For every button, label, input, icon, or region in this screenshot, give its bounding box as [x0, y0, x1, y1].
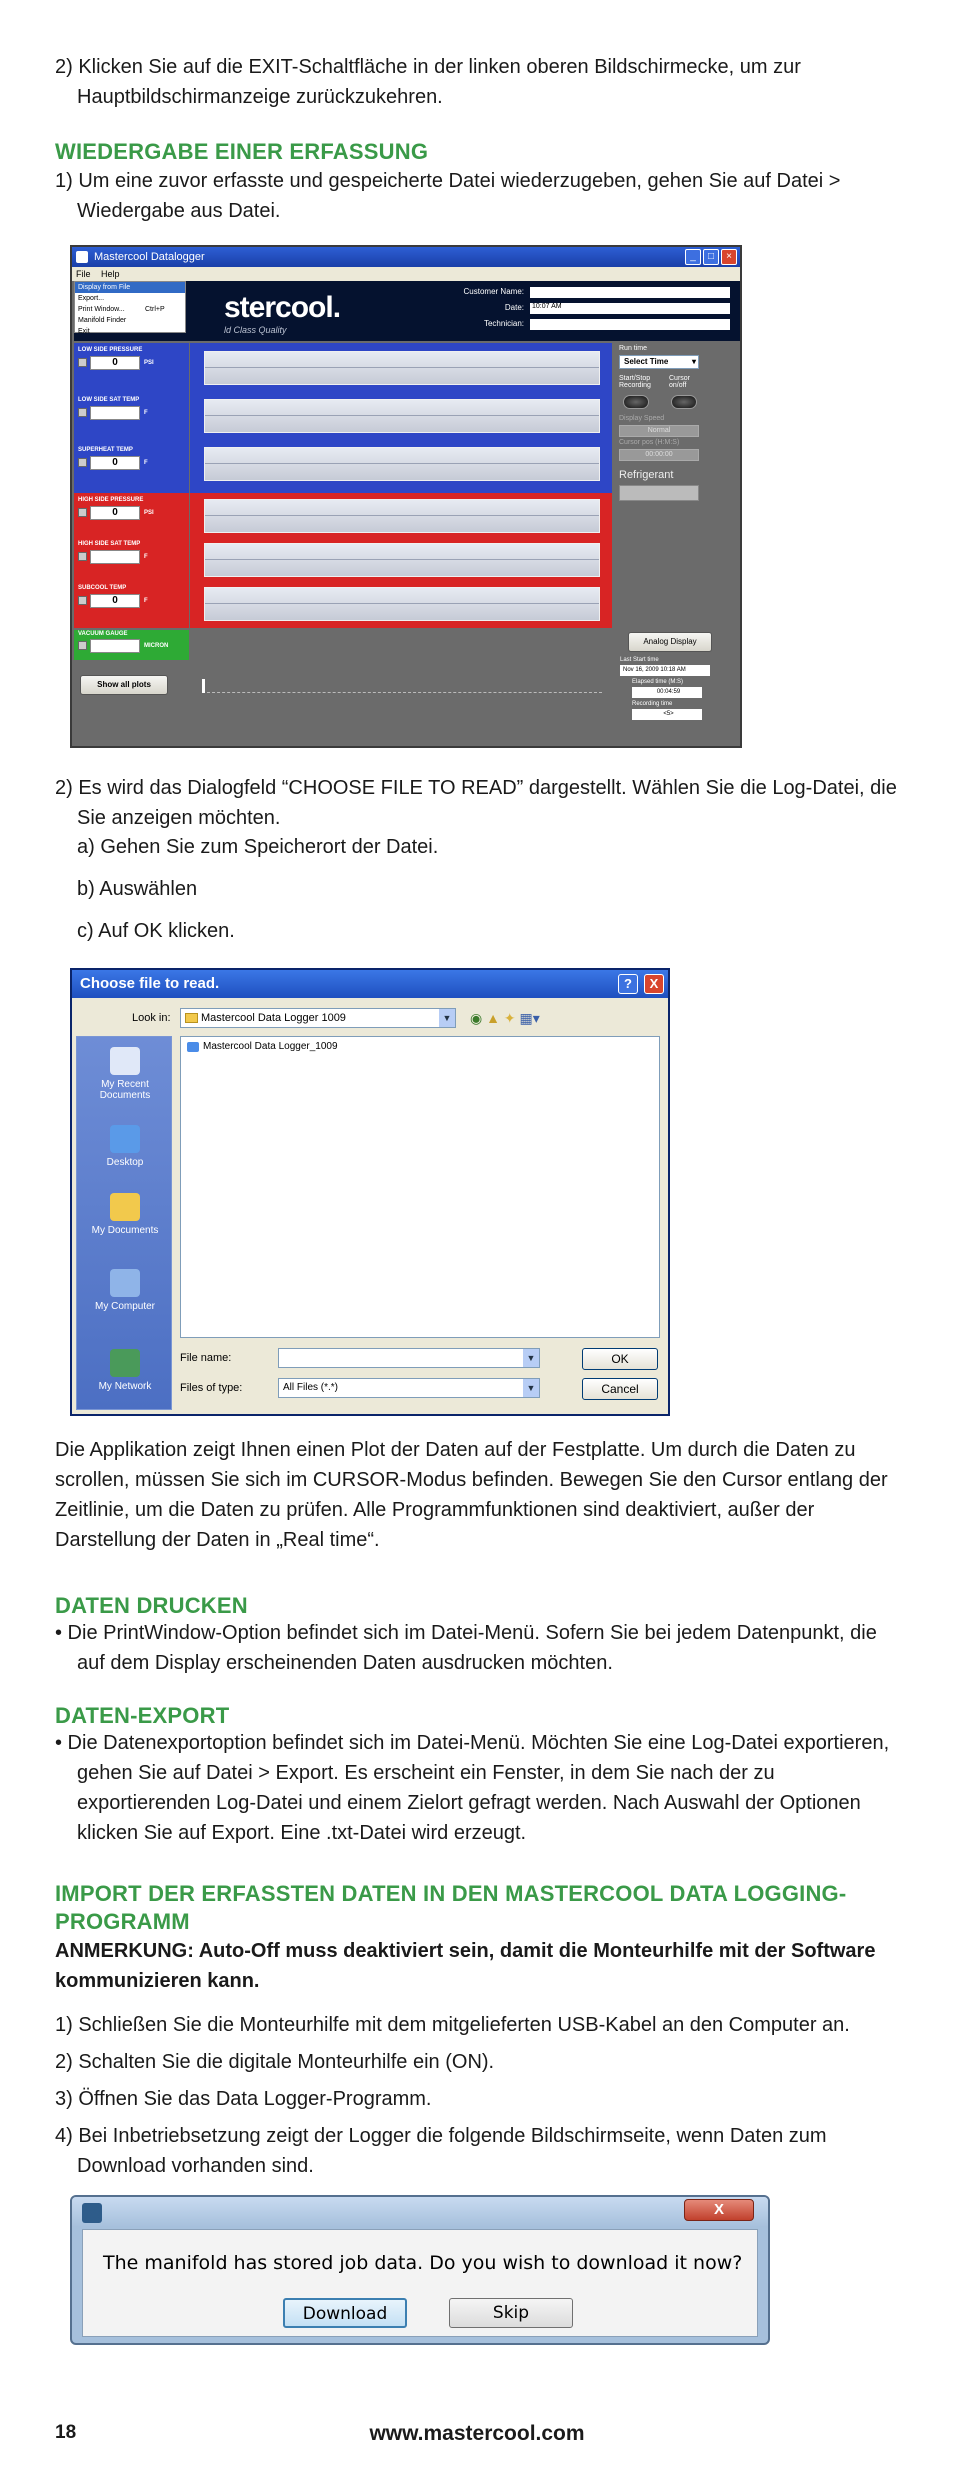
channel-checkbox[interactable]	[78, 641, 87, 650]
file-name-label: File name:	[180, 1352, 232, 1364]
datalogger-titlebar	[72, 247, 740, 267]
dialog-titlebar	[72, 970, 668, 998]
print-bullet: • Die PrintWindow-Option befindet sich im Datei-Menü. Sofern Sie bei jedem Datenpunkt, die auf dem Display erscheinenden Daten ausdrucken möchten.	[55, 1622, 877, 1674]
display-speed-select[interactable]: Normal	[619, 425, 699, 437]
show-all-plots-button[interactable]: Show all plots	[80, 675, 168, 695]
menu-file[interactable]: File	[76, 269, 91, 279]
import-note: ANMERKUNG: Auto-Off muss deaktiviert sein, damit die Monteurhilfe mit der Software kommunizieren kann.	[55, 1940, 876, 1992]
start-stop-label: Start/Stop Recording	[619, 375, 651, 389]
chevron-down-icon[interactable]: ▼	[523, 1379, 539, 1397]
file-list	[180, 1036, 660, 1338]
my-computer-icon	[110, 1269, 140, 1297]
place-my-documents[interactable]: My Documents	[77, 1193, 173, 1236]
timeline-slider[interactable]	[202, 687, 602, 693]
plot-high-side-sat-temp	[204, 543, 600, 577]
datalogger-screenshot	[70, 245, 742, 748]
skip-button[interactable]: Skip	[449, 2298, 573, 2328]
channel-high-side-pressure: HIGH SIDE PRESSURE 0 PSI	[78, 497, 154, 518]
file-name-input[interactable]	[278, 1348, 540, 1368]
import-step-4: 4) Bei Inbetriebsetzung zeigt der Logger die folgende Bildschirmseite, wenn Daten zum Download vorhanden sind.	[55, 2125, 827, 2177]
date-field: Date: 10:07 AM	[444, 303, 734, 315]
export-heading: DATEN-EXPORT	[55, 1703, 230, 1728]
customer-field: Customer Name:	[444, 287, 734, 299]
channel-checkbox[interactable]	[78, 358, 87, 367]
high-side-panel	[74, 493, 189, 628]
refrigerant-select[interactable]	[619, 485, 699, 501]
refrigerant-label: Refrigerant	[619, 469, 674, 481]
playback-step-2: 2) Es wird das Dialogfeld “CHOOSE FILE TO READ” dargestellt. Wählen Sie die Log-Datei, die Sie anzeigen möchten.	[55, 777, 897, 829]
prompt-body	[82, 2229, 758, 2337]
channel-checkbox[interactable]	[78, 596, 87, 605]
place-my-network[interactable]: My Network	[77, 1349, 173, 1392]
minimize-icon[interactable]: _	[685, 249, 701, 265]
menu-item-export[interactable]: Export...	[78, 295, 105, 302]
desktop-icon	[110, 1125, 140, 1153]
print-heading: DATEN DRUCKEN	[55, 1593, 248, 1618]
chevron-down-icon[interactable]: ▼	[523, 1349, 539, 1367]
channel-checkbox[interactable]	[78, 458, 87, 467]
playback-heading: WIEDERGABE EINER ERFASSUNG	[55, 139, 429, 164]
maximize-icon[interactable]: □	[703, 249, 719, 265]
cursor-pos-value: 00:00:00	[619, 449, 699, 461]
folder-icon	[185, 1013, 198, 1023]
channel-checkbox[interactable]	[78, 508, 87, 517]
close-icon[interactable]: X	[684, 2199, 754, 2221]
recent-documents-icon	[110, 1047, 140, 1075]
app-icon	[76, 251, 88, 263]
channel-high-side-sat-temp: HIGH SIDE SAT TEMP F	[78, 541, 186, 547]
datalogger-menubar	[72, 267, 740, 281]
close-icon[interactable]: ×	[721, 249, 737, 265]
help-icon[interactable]: ?	[618, 974, 638, 994]
technician-field: Technician:	[444, 319, 734, 331]
playback-paragraph: Die Applikation zeigt Ihnen einen Plot der Daten auf der Festplatte. Um durch die Daten zu scrollen, müssen Sie sich im CURSOR-Modus befinden. Bewegen Sie den Cursor entlang der Zeitlinie, um die Daten zu prüfen. Alle Programmfunktionen sind deaktiviert, außer der Darstellung der Daten in „Real time“.	[55, 1439, 888, 1551]
new-folder-icon[interactable]: ✦	[503, 1010, 516, 1026]
vacuum-panel	[74, 630, 189, 660]
datalogger-window-title: Mastercool Datalogger	[94, 251, 205, 263]
menu-help[interactable]: Help	[101, 269, 120, 279]
place-desktop[interactable]: Desktop	[77, 1125, 173, 1168]
prompt-message: The manifold has stored job data. Do you wish to download it now?	[103, 2252, 743, 2274]
import-heading: IMPORT DER ERFASSTEN DATEN IN DEN MASTERCOOL DATA LOGGING-PROGRAMM	[55, 1881, 847, 1934]
import-step-3: 3) Öffnen Sie das Data Logger-Programm.	[55, 2088, 432, 2110]
place-my-computer[interactable]: My Computer	[77, 1269, 173, 1312]
channel-subcool-temp: SUBCOOL TEMP 0 F	[78, 585, 148, 606]
display-speed-label: Display Speed	[619, 415, 665, 422]
low-side-panel	[74, 343, 189, 493]
look-in-label: Look in:	[132, 1012, 171, 1024]
run-time-label: Run time	[619, 345, 648, 352]
plot-low-side-pressure	[204, 351, 600, 385]
download-prompt-dialog	[70, 2195, 770, 2345]
prompt-titlebar	[72, 2197, 768, 2227]
low-side-plots	[190, 343, 612, 493]
cursor-pos-label: Cursor pos (H:M:S)	[619, 439, 680, 446]
chevron-down-icon: ▾	[691, 357, 696, 366]
plot-superheat-temp	[204, 447, 600, 481]
view-menu-icon[interactable]: ▦▾	[519, 1010, 540, 1026]
playback-step-2a: a) Gehen Sie zum Speicherort der Datei.	[77, 836, 439, 858]
channel-vacuum-gauge: VACUUM GAUGE MICRON	[78, 631, 186, 637]
ok-button[interactable]: OK	[582, 1348, 658, 1370]
playback-step-2b: b) Auswählen	[77, 878, 198, 900]
cursor-toggle[interactable]	[671, 395, 697, 409]
intro-step-2: 2) Klicken Sie auf die EXIT-Schaltfläche in der linken oberen Bildschirmecke, um zur Hauptbildschirmanzeige zurückzukehren.	[55, 56, 801, 108]
import-step-1: 1) Schließen Sie die Monteurhilfe mit dem mitgelieferten USB-Kabel an den Computer an.	[55, 2014, 850, 2036]
start-stop-toggle[interactable]	[623, 395, 649, 409]
analog-display-button[interactable]: Analog Display	[628, 632, 712, 652]
plot-high-side-pressure	[204, 499, 600, 533]
cancel-button[interactable]: Cancel	[582, 1378, 658, 1400]
place-my-recent-documents[interactable]: My Recent Documents	[77, 1047, 173, 1101]
elapsed-value: 00:04:59	[632, 687, 702, 698]
dialog-body	[72, 998, 668, 1414]
last-start-label: Last Start time	[620, 657, 659, 663]
logo-tagline: ld Class Quality	[224, 325, 287, 335]
footer-url: www.mastercool.com	[369, 2422, 585, 2445]
customer-input[interactable]	[530, 287, 730, 298]
plot-subcool-temp	[204, 587, 600, 621]
elapsed-label: Elapsed time (M:S)	[632, 679, 684, 685]
last-start-value: Nov 16, 2009 10:18 AM	[620, 665, 710, 676]
menu-item-display-from-file[interactable]: Display from File	[75, 282, 185, 293]
recording-label: Recording time	[632, 701, 673, 707]
channel-checkbox[interactable]	[78, 552, 87, 561]
channel-low-side-sat-temp: LOW SIDE SAT TEMP F	[78, 397, 186, 403]
channel-low-side-pressure: LOW SIDE PRESSURE 0 PSI	[78, 347, 154, 368]
export-bullet: • Die Datenexportoption befindet sich im Datei-Menü. Möchten Sie eine Log-Datei exportieren, gehen Sie auf Datei > Export. Es erscheint ein Fenster, in dem Sie nach der zu exportierenden Log-Datei und einem Zielort gefragt werden. Nach Auswahl der Optionen klicken Sie auf Export. Eine .txt-Datei wird erzeugt.	[55, 1732, 890, 1844]
technician-input[interactable]	[530, 319, 730, 330]
high-side-plots	[190, 493, 612, 628]
download-button[interactable]: Download	[283, 2298, 407, 2328]
mastercool-logo: stercool.	[224, 291, 341, 324]
file-type-select[interactable]: All Files (*.*) ▼	[278, 1378, 540, 1398]
up-folder-icon[interactable]: ▲	[486, 1010, 500, 1026]
file-menu-dropdown	[74, 281, 186, 333]
dialog-title: Choose file to read.	[80, 975, 220, 992]
playback-step-2c: c) Auf OK klicken.	[77, 920, 235, 942]
playback-step-1: 1) Um eine zuvor erfasste und gespeicherte Datei wiederzugeben, gehen Sie auf Datei > Wiedergabe aus Datei.	[55, 170, 841, 222]
channel-checkbox[interactable]	[78, 408, 87, 417]
select-time-dropdown[interactable]: Select Time ▾	[619, 355, 699, 369]
file-type-label: Files of type:	[180, 1382, 243, 1394]
back-icon[interactable]: ◉	[470, 1010, 483, 1026]
file-item[interactable]: Mastercool Data Logger_1009	[187, 1041, 338, 1052]
cursor-label: Cursor on/off	[669, 375, 691, 389]
page-number: 18	[55, 2422, 77, 2443]
toolbar-icons	[470, 1010, 540, 1027]
app-icon	[82, 2203, 102, 2223]
timeline-slider-thumb[interactable]	[202, 679, 205, 693]
my-network-icon	[110, 1349, 140, 1377]
look-in-dropdown[interactable]: Mastercool Data Logger 1009 ▼	[180, 1008, 456, 1028]
chevron-down-icon[interactable]: ▼	[439, 1009, 455, 1027]
menu-item-exit[interactable]: Exit	[78, 328, 90, 335]
recording-value: <5>	[632, 709, 702, 720]
date-input[interactable]: 10:07 AM	[530, 303, 730, 314]
my-documents-icon	[110, 1193, 140, 1221]
close-icon[interactable]: X	[644, 974, 664, 994]
menu-item-print-window[interactable]: Print Window... Ctrl+P	[78, 306, 165, 313]
places-bar	[76, 1036, 172, 1410]
choose-file-dialog	[70, 968, 670, 1416]
channel-superheat-temp: SUPERHEAT TEMP 0 F	[78, 447, 148, 468]
import-step-2: 2) Schalten Sie die digitale Monteurhilfe ein (ON).	[55, 2051, 495, 2073]
plot-low-side-sat-temp	[204, 399, 600, 433]
menu-item-manifold-finder[interactable]: Manifold Finder	[78, 317, 127, 324]
